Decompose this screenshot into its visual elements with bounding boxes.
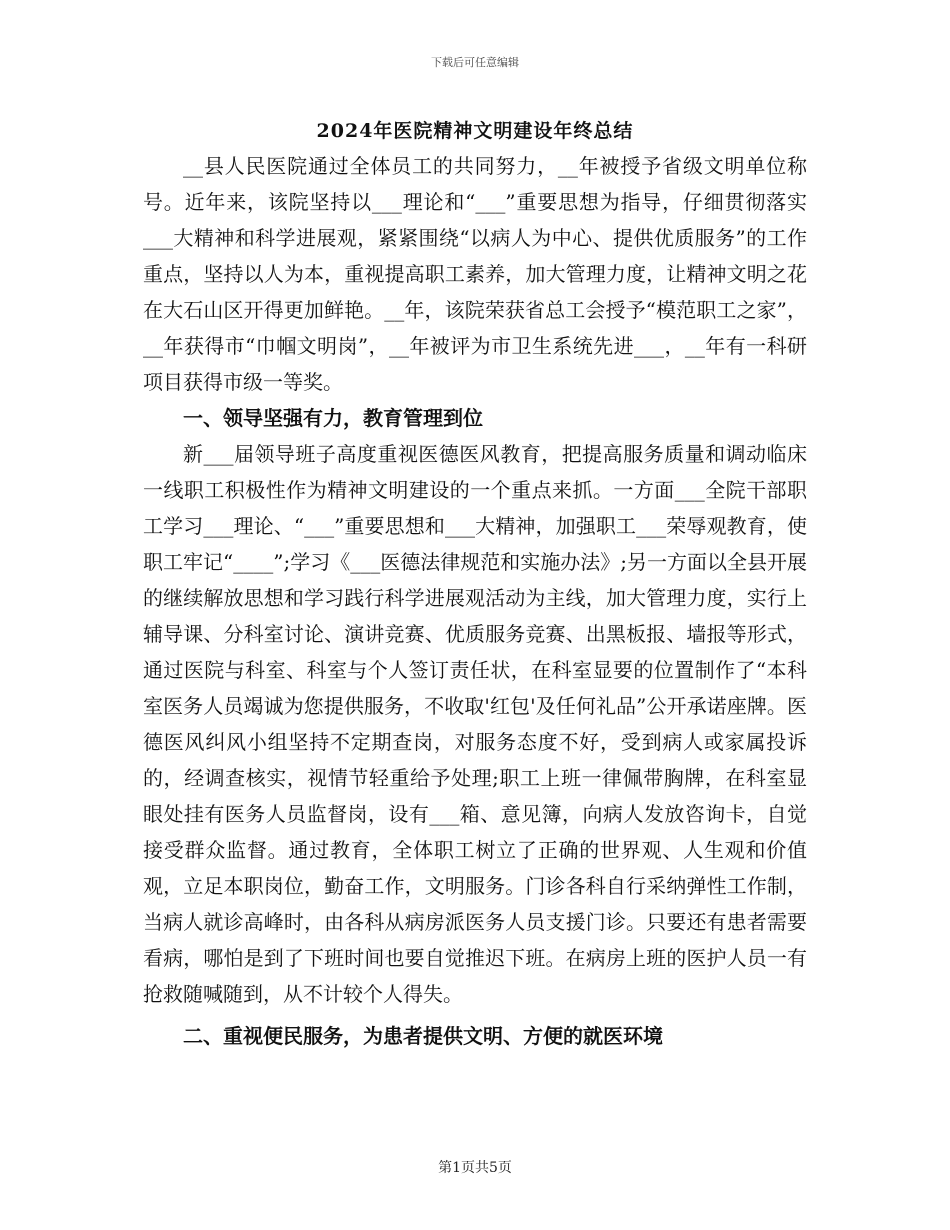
section-1-heading: 一、领导坚强有力，教育管理到位 xyxy=(183,406,483,430)
page-number: 第1页共5页 xyxy=(438,1160,512,1176)
document-title: 2024年医院精神文明建设年终总结 xyxy=(316,120,634,142)
section-1-paragraph: 新___届领导班子高度重视医德医风教育，把提高服务质量和调动临床一线职工积极性作为精神文明建设的一个重点来抓。一方面___全院干部职工学习___理论、“___”重要思想和___大精神，加强职工___荣辱观教育，使职工牢记“____”;学习《___医德法律规范和实施办法》;另一方面以全县开展的继续解放思想和学习践行科学进展观活动为主线，加大管理力度，实行上辅导课、分科室讨论、演讲竞赛、优质服务竞赛、出黑板报、墙报等形式，通过医院与科室、科室与个人签订责任状，在科室显要的位置制作了“本科室医务人员竭诚为您提供服务，不收取'红包'及任何礼品”公开承诺座牌。医德医风纠风小组坚持不定期查岗，对服务态度不好，受到病人或家属投诉的，经调查核实，视情节轻重给予处理;职工上班一律佩带胸牌，在科室显眼处挂有医务人员监督岗，设有___箱、意见簿，向病人发放咨询卡，自觉接受群众监督。通过教育，全体职工树立了正确的世界观、人生观和价值观，立足本职岗位，勤奋工作，文明服务。门诊各科自行采纳弹性工作制，当病人就诊高峰时，由各科从病房派医务人员支援门诊。只要还有患者需要看病，哪怕是到了下班时间也要自觉推迟下班。在病房上班的医护人员一有抢救随喊随到，从不计较个人得失。 xyxy=(143,442,807,1006)
header-note: 下载后可任意编辑 xyxy=(431,56,519,69)
section-2-heading: 二、重视便民服务，为患者提供文明、方便的就医环境 xyxy=(183,1024,663,1048)
intro-paragraph: __县人民医院通过全体员工的共同努力，__年被授予省级文明单位称号。近年来，该院坚持以___理论和“___”重要思想为指导，仔细贯彻落实___大精神和科学进展观，紧紧围绕“以病人为中心、提供优质服务”的工作重点，坚持以人为本，重视提高职工素养，加大管理力度，让精神文明之花在大石山区开得更加鲜艳。__年，该院荣获省总工会授予“模范职工之家”，__年获得市“巾帼文明岗”，__年被评为市卫生系统先进___，__年有一科研项目获得市级一等奖。 xyxy=(143,154,807,394)
document-body xyxy=(143,148,807,1054)
